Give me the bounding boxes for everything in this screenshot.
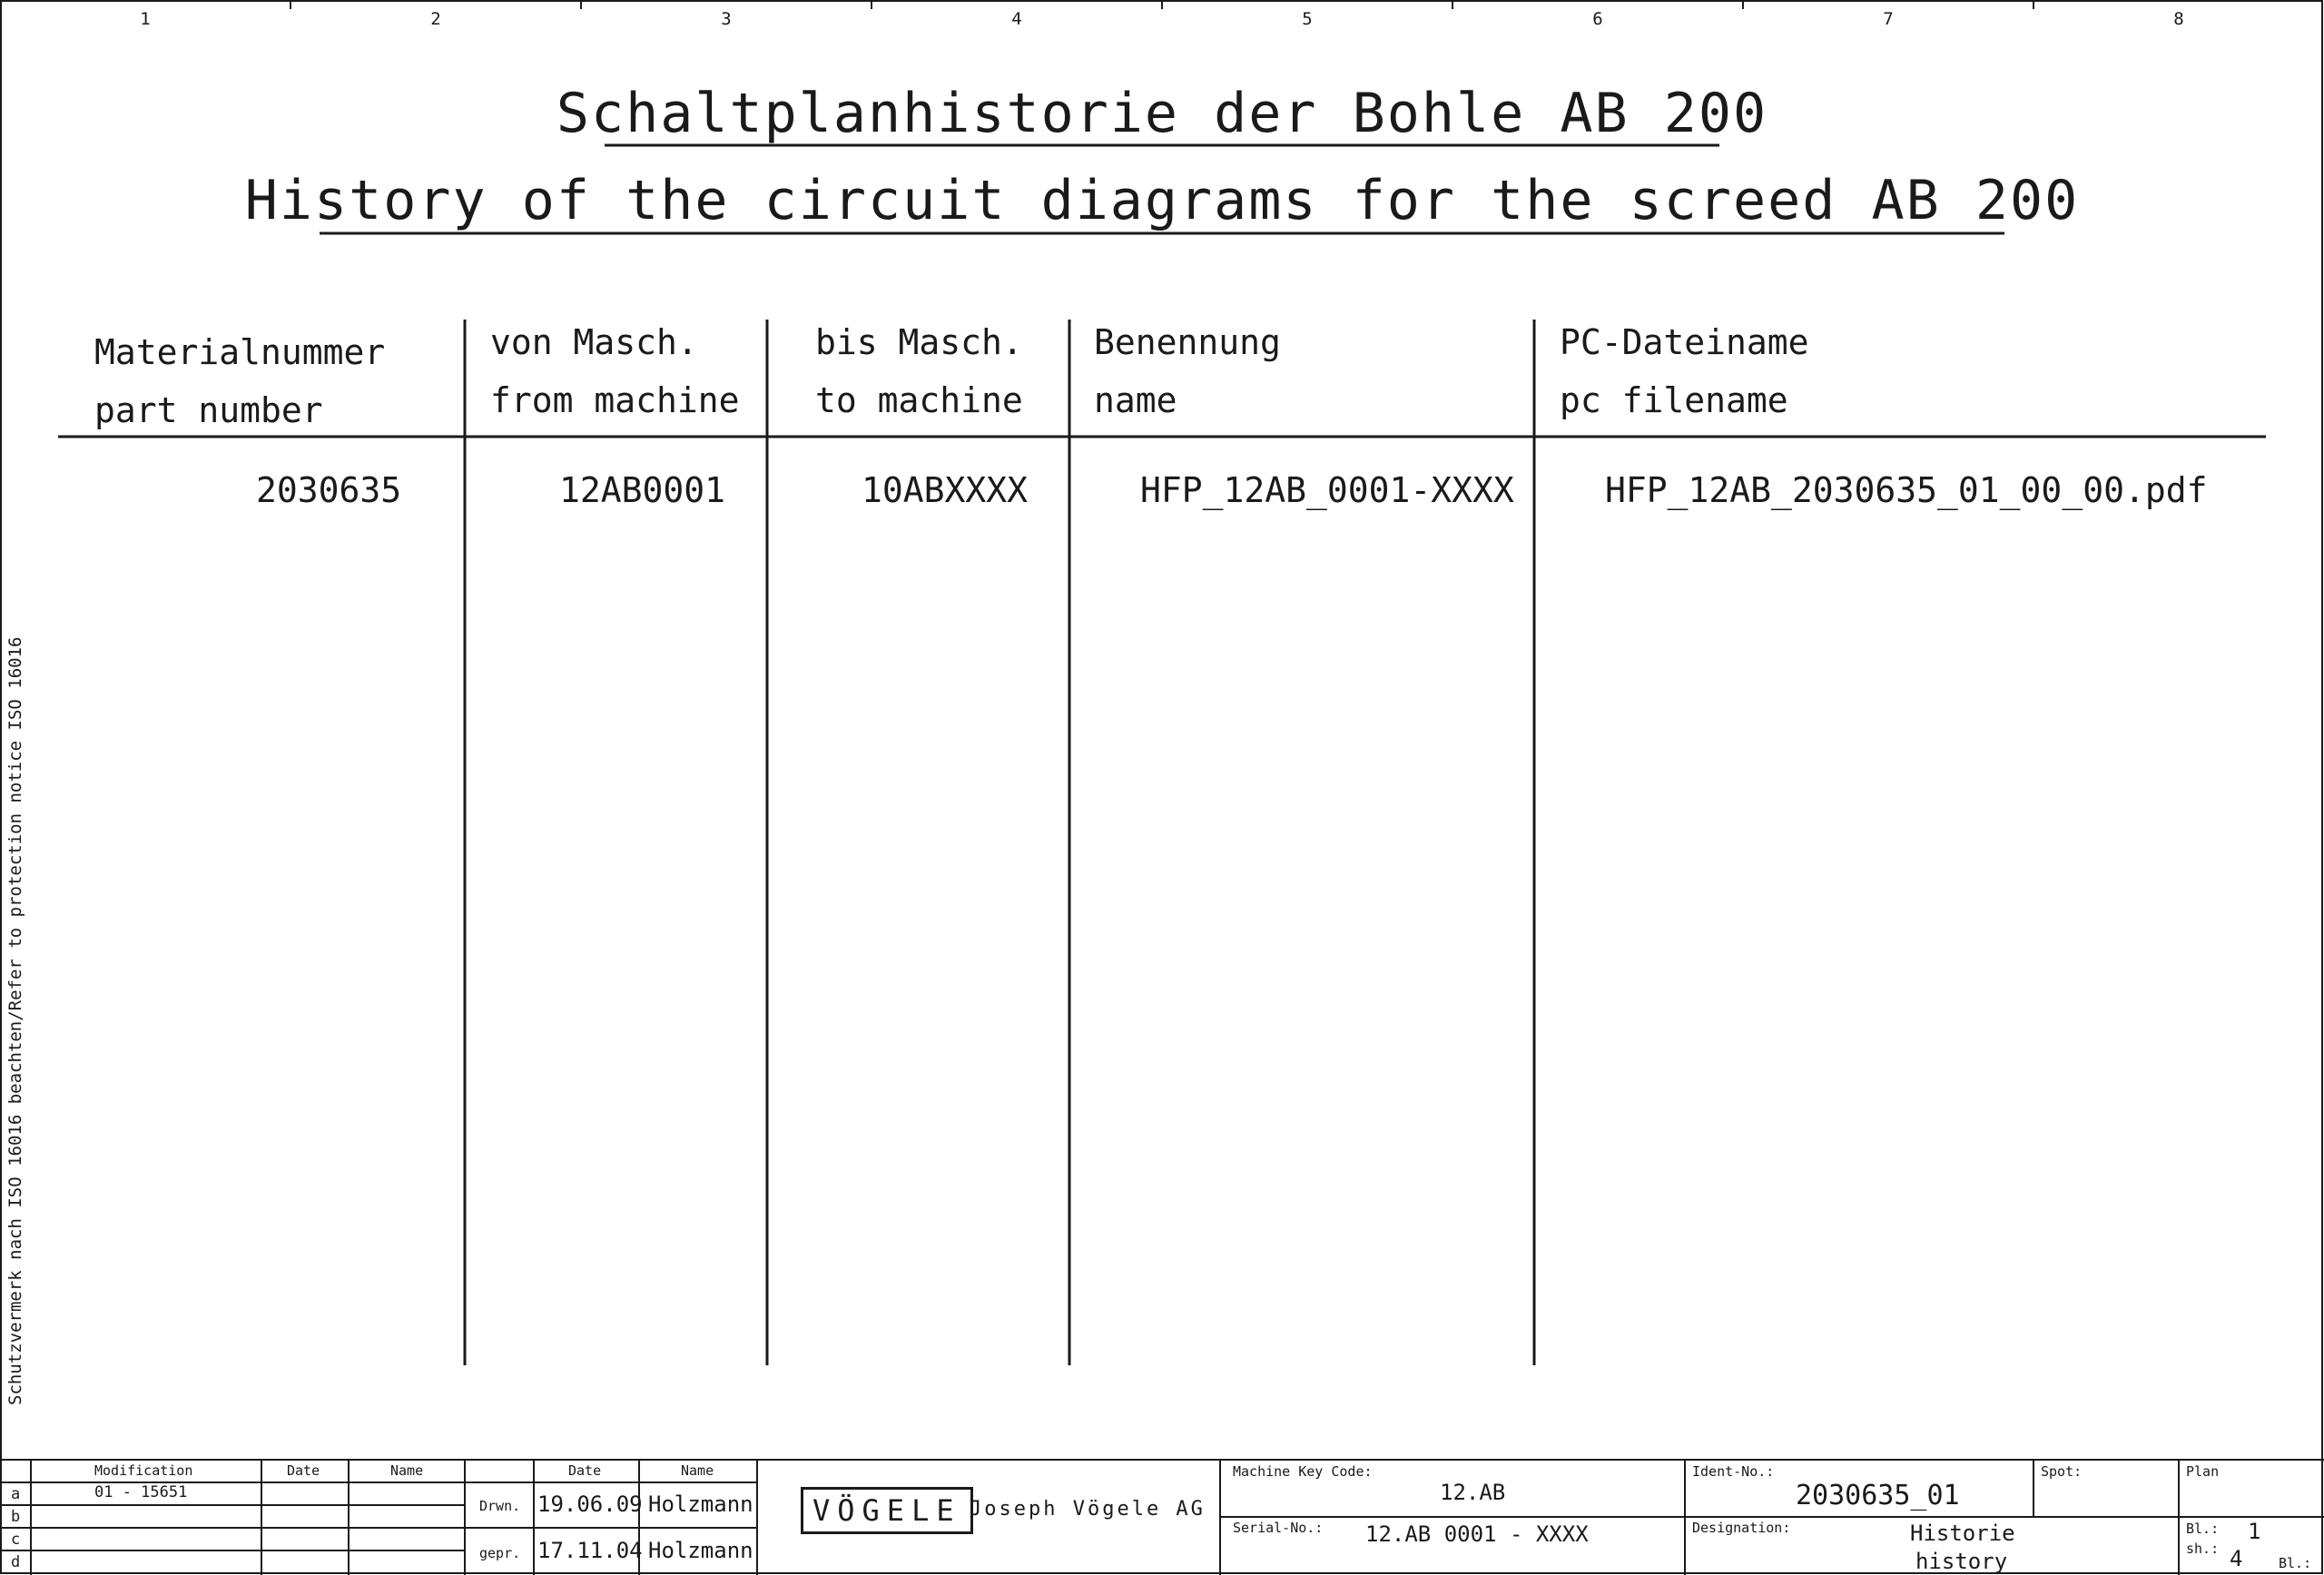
cell-to-machine: 10ABXXXX bbox=[862, 470, 1029, 510]
drawn-date: 19.06.09 bbox=[537, 1491, 643, 1517]
title-english: History of the circuit diagrams for the screed AB 200 bbox=[244, 169, 2080, 232]
checked-date: 17.11.04 bbox=[537, 1538, 643, 1563]
protection-notice: Schutzvermerk nach ISO 16016 beachten/Refer to protection notice ISO 16016 bbox=[5, 636, 25, 1405]
cell-pc-filename: HFP_12AB_2030635_01_00_00.pdf bbox=[1605, 470, 2208, 510]
cell-part-number: 2030635 bbox=[256, 470, 402, 510]
header-pc-filename bbox=[1560, 313, 1809, 429]
sheet-number: 1 bbox=[2248, 1519, 2261, 1544]
company-name: Joseph Vögele AG bbox=[970, 1498, 1206, 1521]
drawn-name-header: Name bbox=[681, 1462, 714, 1479]
cell-from-machine: 12AB0001 bbox=[559, 470, 726, 510]
header-from-machine-de: von Masch. bbox=[490, 322, 698, 362]
column-number-6: 6 bbox=[1592, 9, 1603, 29]
header-pc-filename-de: PC-Dateiname bbox=[1560, 322, 1809, 362]
column-number-1: 1 bbox=[140, 9, 151, 29]
header-to-machine-en: to machine bbox=[815, 380, 1023, 420]
sheets-total: 4 bbox=[2230, 1546, 2243, 1571]
header-to-machine-de: bis Masch. bbox=[815, 322, 1023, 362]
header-name bbox=[1094, 313, 1281, 429]
header-from-machine bbox=[490, 313, 740, 429]
spot-label: Spot: bbox=[2041, 1463, 2083, 1480]
serial-label: Serial-No.: bbox=[1233, 1520, 1324, 1536]
machine-key-value: 12.AB bbox=[1440, 1480, 1506, 1505]
drawn-date-header: Date bbox=[568, 1462, 602, 1479]
designation-de: Historie bbox=[1910, 1521, 2015, 1546]
cell-name: HFP_12AB_0001-XXXX bbox=[1140, 470, 1514, 510]
header-name-en: name bbox=[1094, 380, 1177, 420]
modification-name-header: Name bbox=[390, 1462, 424, 1479]
plan-label: Plan bbox=[2186, 1463, 2220, 1480]
header-part-number-en: part number bbox=[94, 390, 323, 430]
vogele-logo: VÖGELE bbox=[801, 1487, 973, 1534]
designation-label: Designation: bbox=[1692, 1520, 1791, 1536]
row-letter-b: b bbox=[11, 1508, 21, 1526]
header-from-machine-en: from machine bbox=[490, 380, 740, 420]
modification-header: Modification bbox=[94, 1462, 193, 1479]
header-pc-filename-en: pc filename bbox=[1560, 380, 1788, 420]
modification-date-header: Date bbox=[287, 1462, 320, 1479]
ident-label: Ident-No.: bbox=[1692, 1463, 1775, 1480]
row-letter-a: a bbox=[11, 1485, 21, 1503]
column-number-5: 5 bbox=[1302, 9, 1313, 29]
drawn-label: Drwn. bbox=[479, 1498, 521, 1514]
column-number-4: 4 bbox=[1011, 9, 1022, 29]
designation-en: history bbox=[1915, 1549, 2008, 1574]
column-number-3: 3 bbox=[721, 9, 732, 29]
column-number-7: 7 bbox=[1883, 9, 1894, 29]
drawn-name: Holzmann bbox=[648, 1491, 753, 1517]
header-name-de: Benennung bbox=[1094, 322, 1281, 362]
serial-value: 12.AB 0001 - XXXX bbox=[1365, 1521, 1589, 1547]
column-number-8: 8 bbox=[2173, 9, 2184, 29]
checked-label: gepr. bbox=[479, 1545, 521, 1561]
modification-a: 01 - 15651 bbox=[94, 1483, 188, 1501]
title-german: Schaltplanhistorie der Bohle AB 200 bbox=[556, 82, 1768, 145]
row-letter-d: d bbox=[11, 1553, 21, 1571]
sheet-label-de: Bl.: bbox=[2186, 1521, 2220, 1537]
header-part-number bbox=[94, 323, 385, 439]
checked-name: Holzmann bbox=[648, 1538, 753, 1563]
row-letter-c: c bbox=[11, 1531, 21, 1549]
header-to-machine bbox=[815, 313, 1023, 429]
ident-value: 2030635_01 bbox=[1796, 1480, 1960, 1511]
sheets-label: Bl.: bbox=[2279, 1555, 2312, 1571]
sheet-label-en: sh.: bbox=[2186, 1541, 2220, 1557]
machine-key-label: Machine Key Code: bbox=[1233, 1463, 1373, 1480]
column-number-2: 2 bbox=[430, 9, 441, 29]
header-part-number-de: Materialnummer bbox=[94, 332, 386, 372]
